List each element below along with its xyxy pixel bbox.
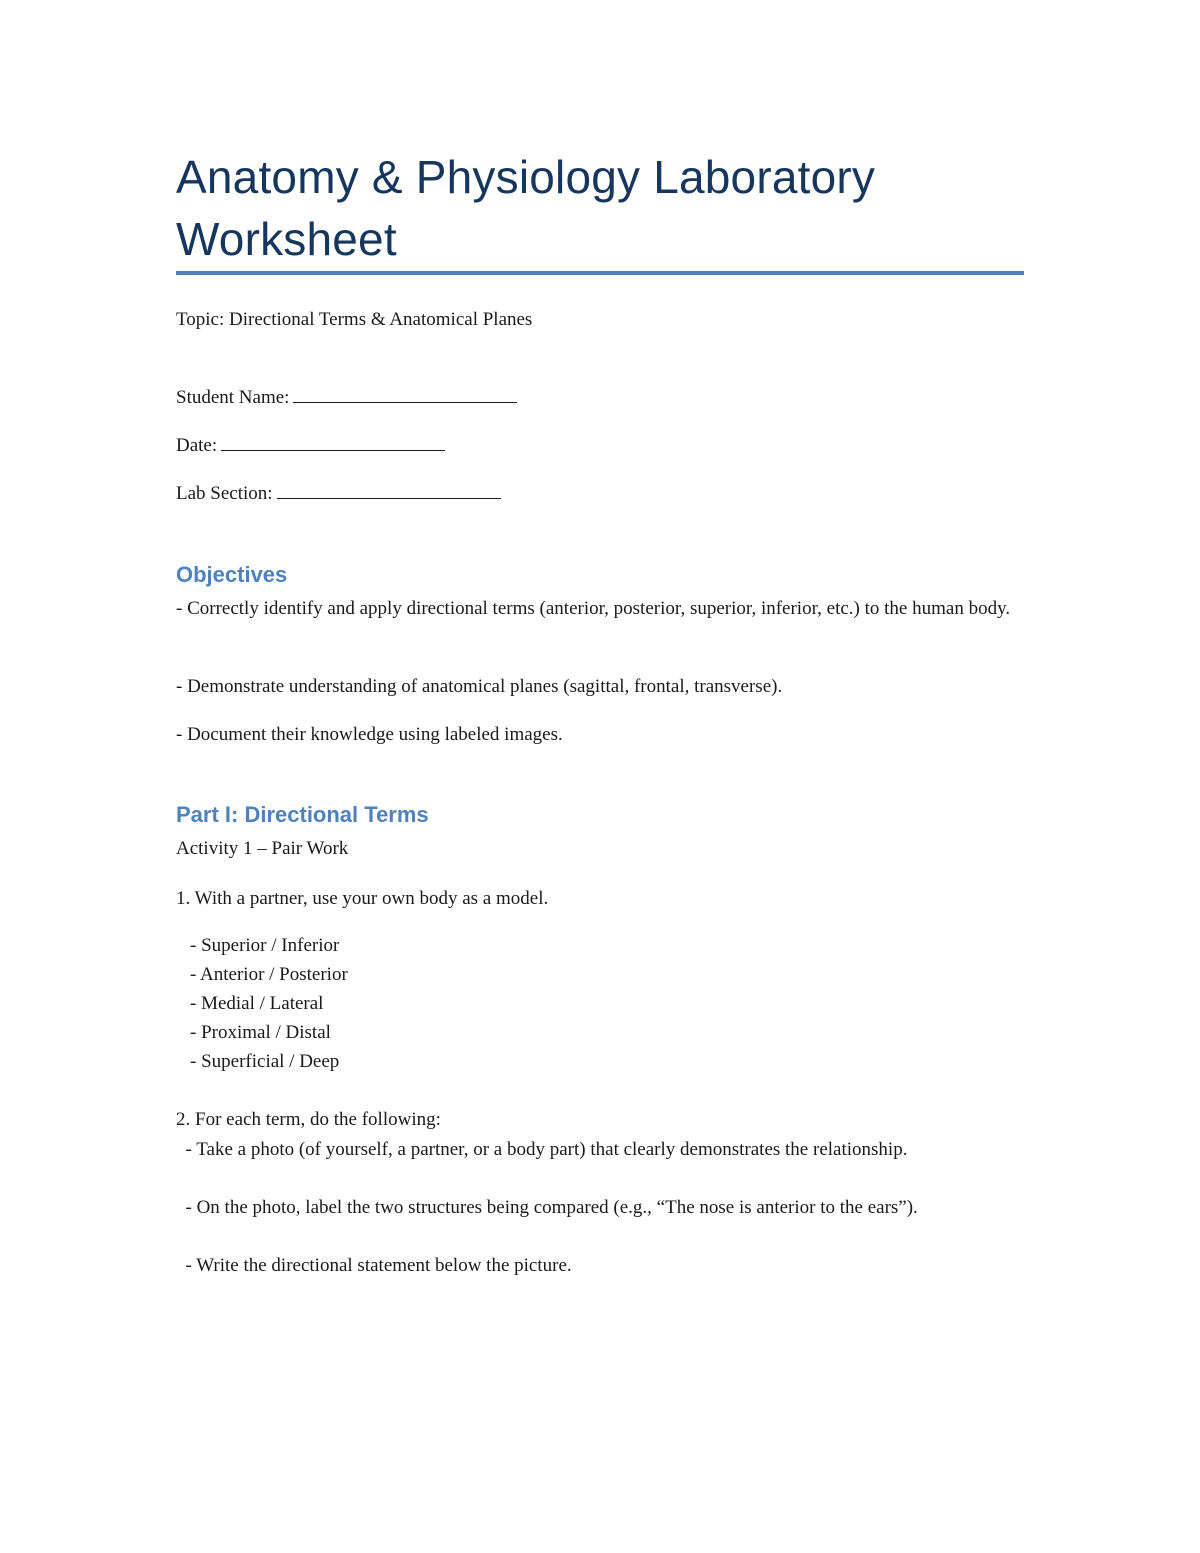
step-2-item: - Write the directional statement below the picture. [176,1255,572,1276]
term-item: - Superficial / Deep [190,1051,340,1072]
objectives-heading: Objectives [176,562,288,587]
lab-section-label: Lab Section: [176,483,273,504]
step-2: 2. For each term, do the following: [176,1109,441,1130]
activity-title: Activity 1 – Pair Work [176,838,349,859]
lab-section-field[interactable] [176,479,501,508]
part1-heading: Part I: Directional Terms [176,802,429,827]
title-line-1: Anatomy & Physiology Laboratory [176,151,876,203]
term-item: - Medial / Lateral [190,993,324,1014]
title-underline [176,271,1024,275]
topic-line: Topic: Directional Terms & Anatomical Planes [176,309,533,330]
objective-item-1: - Correctly identify and apply directional terms (anterior, posterior, superior, inferior, etc.) to the human body. [176,598,1011,619]
objective-item-2: - Demonstrate understanding of anatomical planes (sagittal, frontal, transverse). [176,676,783,697]
title-line-2: Worksheet [176,213,397,265]
student-name-blank[interactable] [293,384,517,403]
objective-item-3: - Document their knowledge using labeled images. [176,724,563,745]
step-2-item: - On the photo, label the two structures being compared (e.g., “The nose is anterior to the ears”). [176,1197,918,1218]
step-1: 1. With a partner, use your own body as a model. [176,888,549,909]
step-2-item: - Take a photo (of yourself, a partner, or a body part) that clearly demonstrates the relationship. [176,1139,908,1160]
date-blank[interactable] [221,432,445,451]
term-item: - Anterior / Posterior [190,964,348,985]
student-name-label: Student Name: [176,387,290,408]
document-title [176,146,1036,270]
term-item: - Superior / Inferior [190,935,340,956]
date-field[interactable] [176,431,445,460]
student-name-field[interactable] [176,383,517,412]
term-item: - Proximal / Distal [190,1022,331,1043]
lab-section-blank[interactable] [277,480,501,499]
date-label: Date: [176,435,218,456]
